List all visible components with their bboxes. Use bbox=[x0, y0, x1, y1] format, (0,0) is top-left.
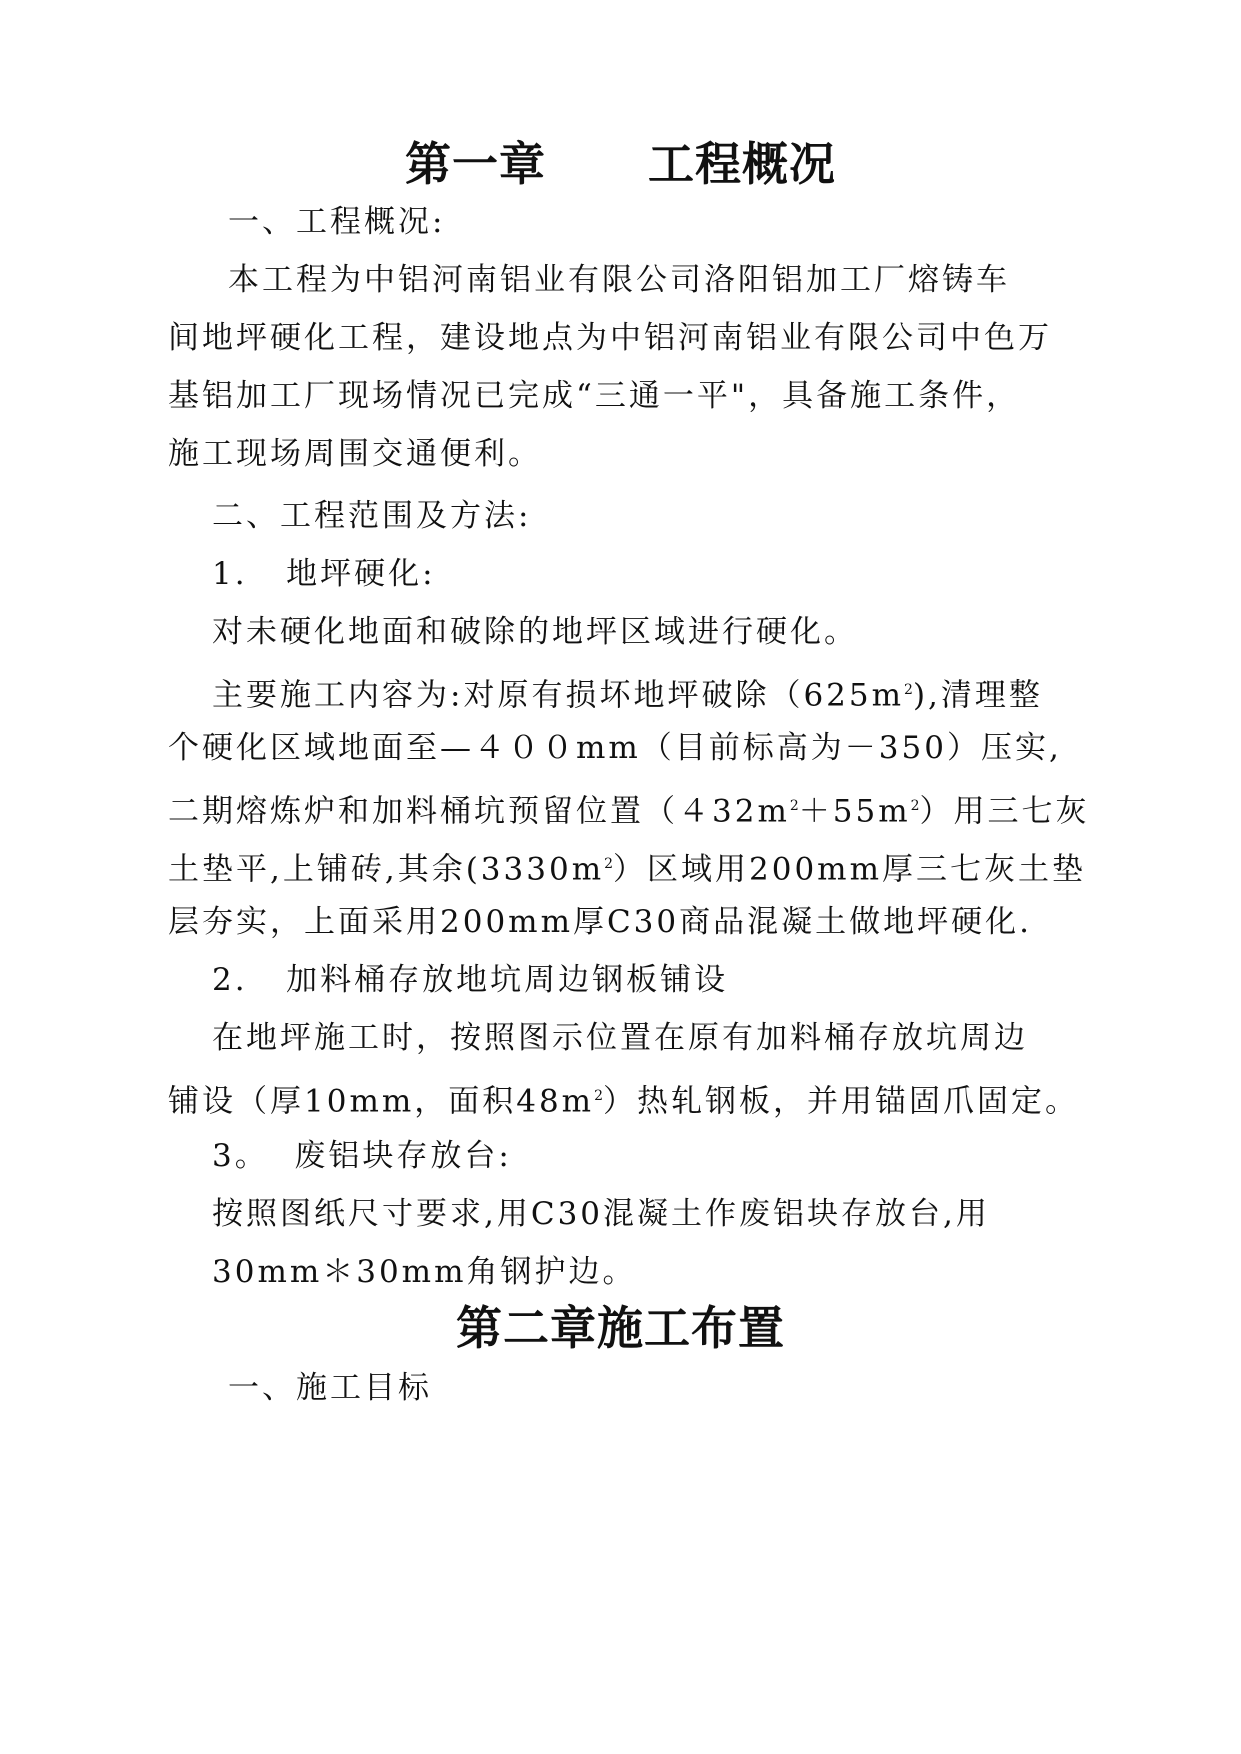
text-fragment: 二期熔炼炉和加料桶坑预留位置（４32m bbox=[168, 793, 790, 830]
overview-paragraph-line-2: 间地坪硬化工程，建设地点为中铝河南铝业有限公司中色万 bbox=[168, 320, 1052, 356]
item-1-content-line-1 bbox=[212, 668, 1043, 717]
text-fragment: 主要施工内容为:对原有损坏地坪破除（625m bbox=[212, 677, 905, 714]
text-fragment: ＋55m bbox=[798, 793, 911, 830]
text-fragment: ）热轧钢板，并用锚固爪固定。 bbox=[603, 1083, 1080, 1120]
item-1-content-line-2: 个硬化区域地面至—４００mm（目前标高为－350）压实, bbox=[168, 730, 1062, 766]
text-fragment: ）用三七灰 bbox=[919, 793, 1090, 830]
overview-paragraph-line-3: 基铝加工厂现场情况已完成“三通一平"，具备施工条件， bbox=[168, 378, 1021, 414]
item-3-heading: 3。 废铝块存放台: bbox=[212, 1138, 512, 1174]
text-fragment: ）区域用200mm厚三七灰土垫 bbox=[613, 851, 1086, 888]
item-1-content-line-5: 层夯实，上面采用200mm厚C30商品混凝土做地坪硬化. bbox=[168, 904, 1032, 940]
superscript: 2 bbox=[904, 682, 913, 698]
text-fragment: 土垫平,上铺砖,其余(3330m bbox=[168, 851, 605, 888]
item-1-heading: 1. 地坪硬化: bbox=[212, 556, 436, 592]
item-2-heading: 2. 加料桶存放地坑周边钢板铺设 bbox=[212, 962, 729, 998]
chapter-1-title: 第一章 工程概况 bbox=[404, 137, 837, 191]
item-3-line-1: 按照图纸尺寸要求,用C30混凝土作废铝块存放台,用 bbox=[212, 1196, 990, 1232]
superscript: 2 bbox=[910, 798, 920, 814]
item-1-description: 对未硬化地面和破除的地坪区域进行硬化。 bbox=[212, 614, 858, 650]
text-fragment: 铺设（厚10mm，面积48m bbox=[168, 1083, 595, 1120]
text-fragment: ),清理整 bbox=[912, 677, 1043, 714]
item-2-line-2 bbox=[168, 1074, 1079, 1123]
superscript: 2 bbox=[594, 1088, 604, 1104]
item-2-line-1: 在地坪施工时，按照图示位置在原有加料桶存放坑周边 bbox=[212, 1020, 1028, 1056]
section-heading-construction-goals: 一、施工目标 bbox=[228, 1370, 432, 1406]
superscript: 2 bbox=[789, 798, 799, 814]
superscript: 2 bbox=[604, 856, 614, 872]
item-3-line-2: 30mm＊30mm角钢护边。 bbox=[212, 1254, 637, 1290]
section-heading-project-overview: 一、工程概况: bbox=[228, 204, 446, 240]
overview-paragraph-line-1: 本工程为中铝河南铝业有限公司洛阳铝加工厂熔铸车 bbox=[228, 262, 1010, 298]
section-heading-scope-and-method: 二、工程范围及方法: bbox=[212, 498, 532, 534]
item-1-content-line-3 bbox=[168, 784, 1090, 833]
item-1-content-line-4 bbox=[168, 842, 1086, 891]
overview-paragraph-line-4: 施工现场周围交通便利。 bbox=[168, 436, 542, 472]
chapter-2-title: 第二章施工布置 bbox=[456, 1301, 785, 1355]
